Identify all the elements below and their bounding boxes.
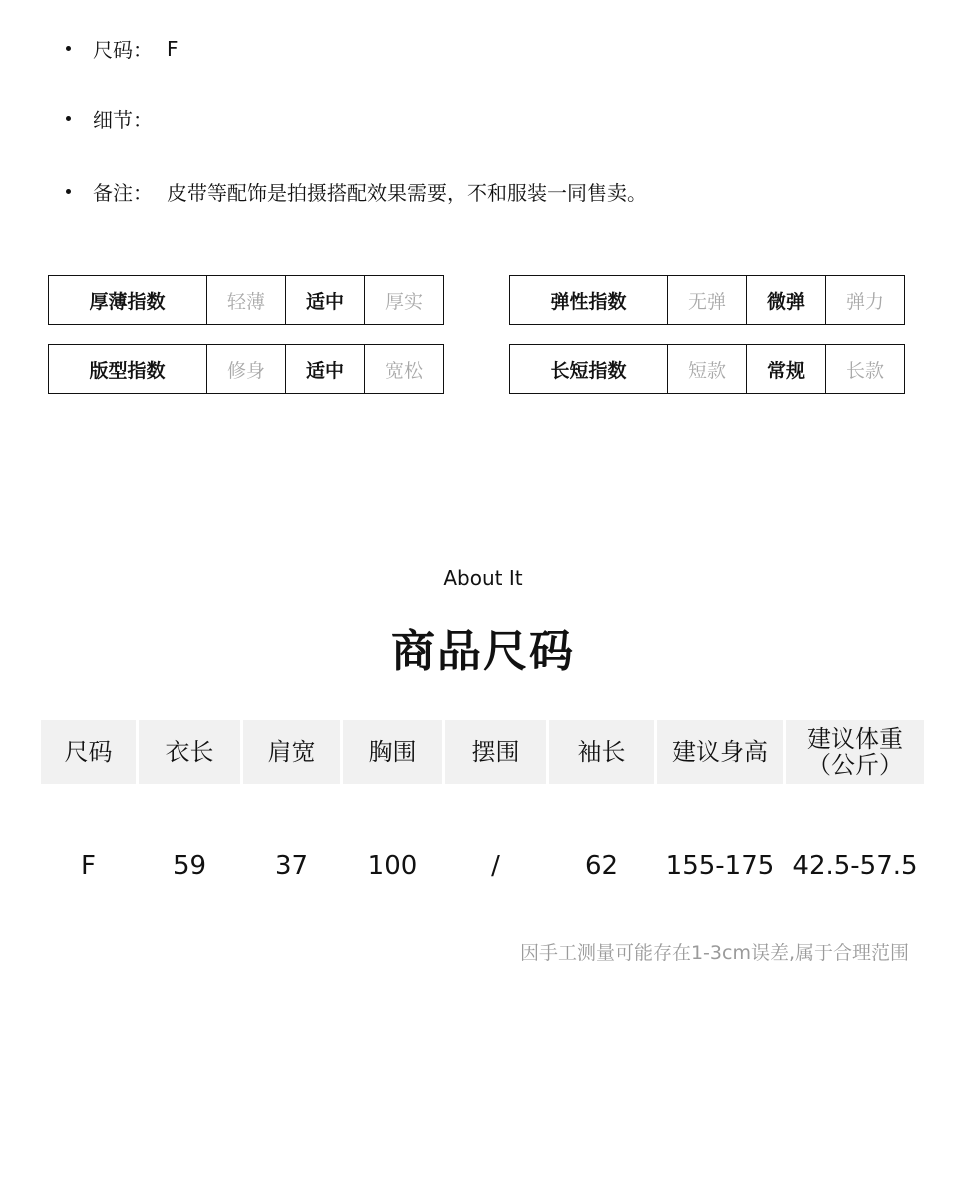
size-header-cell: 建议体重（公斤） (786, 720, 924, 784)
index-name: 弹性指数 (550, 290, 627, 313)
section-subtitle: About It (443, 566, 523, 590)
index-option: 无弹 (667, 276, 746, 324)
index-option: 长款 (825, 345, 904, 393)
size-cell: 155-175 (665, 851, 775, 881)
bullet-remark (66, 177, 647, 206)
index-option: 轻薄 (206, 276, 285, 324)
index-option: 适中 (285, 276, 364, 324)
bullet-label: 尺码： (93, 38, 153, 62)
section-title: 商品尺码 (391, 626, 575, 677)
measurement-note: 因手工测量可能存在1-3cm误差,属于合理范围 (519, 942, 909, 964)
size-cell: 42.5-57.5 (792, 851, 918, 881)
size-cell: / (491, 851, 500, 881)
index-option: 修身 (206, 345, 285, 393)
size-table-row (41, 846, 924, 886)
size-cell: F (81, 851, 96, 881)
size-header-cell: 尺码 (41, 720, 136, 784)
index-option: 宽松 (364, 345, 443, 393)
index-option: 微弹 (746, 276, 825, 324)
bullet-label: 细节： (93, 108, 153, 132)
index-name: 版型指数 (89, 359, 166, 382)
index-name: 长短指数 (550, 359, 627, 382)
index-fit (48, 344, 444, 394)
size-table-header (41, 720, 924, 784)
bullet-details (66, 104, 167, 133)
bullet-label: 备注： (93, 181, 153, 205)
bullet-dot (66, 189, 71, 194)
index-option: 常规 (746, 345, 825, 393)
index-option: 适中 (285, 345, 364, 393)
size-header-cell: 袖长 (549, 720, 654, 784)
index-option: 弹力 (825, 276, 904, 324)
bullet-dot (66, 46, 71, 51)
bullet-value: F (167, 36, 179, 61)
index-option: 短款 (667, 345, 746, 393)
index-elasticity (509, 275, 905, 325)
size-header-cell: 胸围 (343, 720, 442, 784)
index-option: 厚实 (364, 276, 443, 324)
size-header-cell: 衣长 (139, 720, 240, 784)
index-length (509, 344, 905, 394)
size-header-cell: 建议身高 (657, 720, 783, 784)
size-cell: 37 (274, 851, 309, 881)
bullet-size (66, 34, 179, 63)
size-header-cell: 肩宽 (243, 720, 340, 784)
index-name: 厚薄指数 (89, 290, 166, 313)
bullet-dot (66, 116, 71, 121)
bullet-value: 皮带等配饰是拍摄搭配效果需要，不和服装一同售卖。 (167, 181, 647, 205)
size-cell: 62 (584, 851, 619, 881)
index-thickness (48, 275, 444, 325)
size-header-cell: 摆围 (445, 720, 546, 784)
size-cell: 100 (367, 851, 418, 881)
size-cell: 59 (172, 851, 207, 881)
